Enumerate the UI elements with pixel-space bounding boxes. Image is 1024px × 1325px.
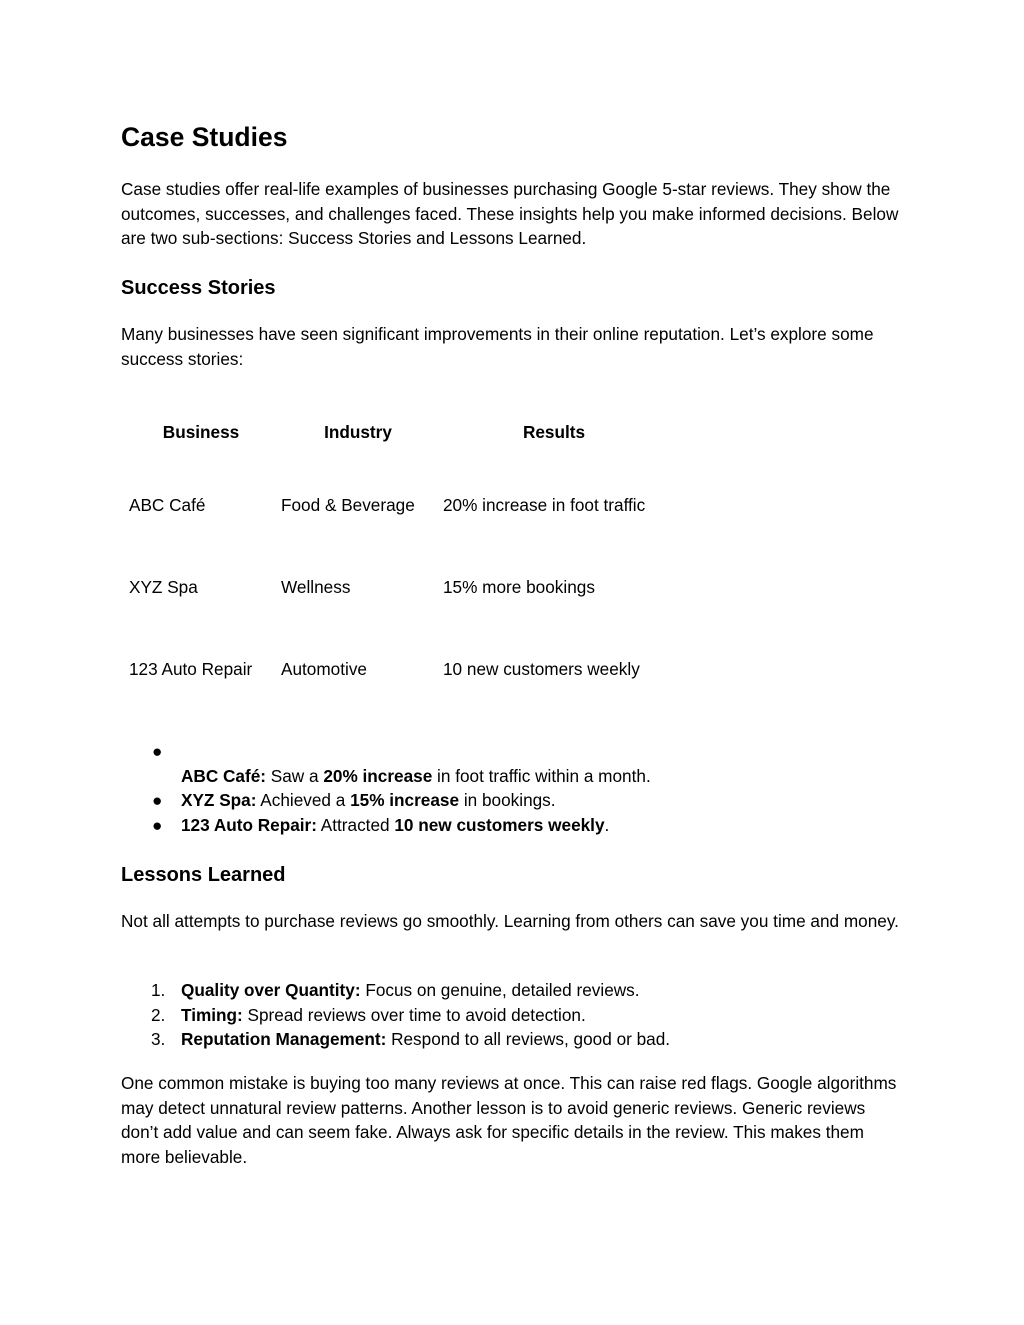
table-cell-results: 15% more bookings xyxy=(443,576,595,597)
list-item-label: Quality over Quantity: xyxy=(181,980,361,1000)
table-cell-business: ABC Café xyxy=(129,494,206,515)
table-row xyxy=(121,546,665,628)
table-header-industry: Industry xyxy=(324,421,392,442)
list-item-label: Timing: xyxy=(181,1004,243,1025)
list-item-text: Focus on genuine, detailed reviews. xyxy=(360,980,640,1000)
bullet-label: XYZ Spa: xyxy=(181,790,257,810)
table-header-results: Results xyxy=(522,421,586,442)
table-cell-industry: Wellness xyxy=(281,576,351,597)
table-cell-industry: Automotive xyxy=(281,658,367,679)
table-cell-business: 123 Auto Repair xyxy=(129,658,253,679)
bullet-icon: ● xyxy=(152,814,163,835)
table-row xyxy=(121,628,665,710)
list-item-text: Spread reviews over time to avoid detection. xyxy=(242,1004,586,1025)
list-item-label: Reputation Management: xyxy=(181,1029,387,1049)
list-item xyxy=(121,1027,670,1052)
closing-paragraph: One common mistake is buying too many reviews at once. This can raise red flags. Google algorithms may detect unnatural review patterns. Another lesson is to avoid generic reviews. Generic reviews don’t add value and can seem fake. Always ask for specific details in the review. This makes them more believable. xyxy=(121,1073,897,1167)
lessons-numbered-list xyxy=(121,978,670,1052)
list-number: 1. xyxy=(151,980,166,1000)
bullet-highlight: 20% increase xyxy=(323,765,433,786)
table-row xyxy=(121,464,665,546)
table-cell-business: XYZ Spa xyxy=(129,576,198,597)
list-item xyxy=(121,978,670,1003)
bullet-label: ABC Café: xyxy=(181,765,266,786)
list-item xyxy=(121,1003,670,1028)
list-item xyxy=(121,788,651,813)
list-number: 3. xyxy=(151,1029,166,1049)
success-stories-heading: Success Stories xyxy=(121,277,276,299)
bullet-label: 123 Auto Repair: xyxy=(181,814,317,835)
list-item xyxy=(121,741,651,789)
table-cell-results: 20% increase in foot traffic xyxy=(443,494,646,515)
list-item xyxy=(121,813,651,838)
table-cell-results: 10 new customers weekly xyxy=(443,658,640,679)
success-paragraph: Many businesses have seen significant improvements in their online reputation. Let’s explore some success stories: xyxy=(121,324,874,369)
bullet-highlight: 10 new customers weekly xyxy=(394,814,605,835)
list-item-text: Respond to all reviews, good or bad. xyxy=(386,1029,671,1049)
bullet-text: Attracted xyxy=(316,814,395,835)
bullet-text: in foot traffic within a month. xyxy=(432,765,651,786)
table-header-row xyxy=(121,400,665,464)
bullet-text: in bookings. xyxy=(459,790,556,810)
list-number: 2. xyxy=(151,1004,166,1025)
intro-paragraph: Case studies offer real-life examples of businesses purchasing Google 5-star reviews. They show the outcomes, successes, and challenges faced. These insights help you make informed decisions. Below are two sub-sections: Success Stories and Lessons Learned. xyxy=(121,179,899,248)
table-cell-industry: Food & Beverage xyxy=(281,494,415,515)
bullet-text: . xyxy=(604,814,610,835)
bullet-icon: ● xyxy=(152,741,163,761)
bullet-text: Saw a xyxy=(266,765,324,786)
table-header-business: Business xyxy=(162,421,240,442)
page-title: Case Studies xyxy=(121,122,288,152)
bullet-icon: ● xyxy=(152,790,163,810)
bullet-text: Achieved a xyxy=(256,790,351,810)
bullet-highlight: 15% increase xyxy=(350,790,460,810)
lessons-learned-heading: Lessons Learned xyxy=(121,864,286,886)
success-bullet-list xyxy=(121,739,651,837)
success-table xyxy=(121,400,665,710)
lessons-paragraph: Not all attempts to purchase reviews go smoothly. Learning from others can save you time and money. xyxy=(121,911,899,931)
